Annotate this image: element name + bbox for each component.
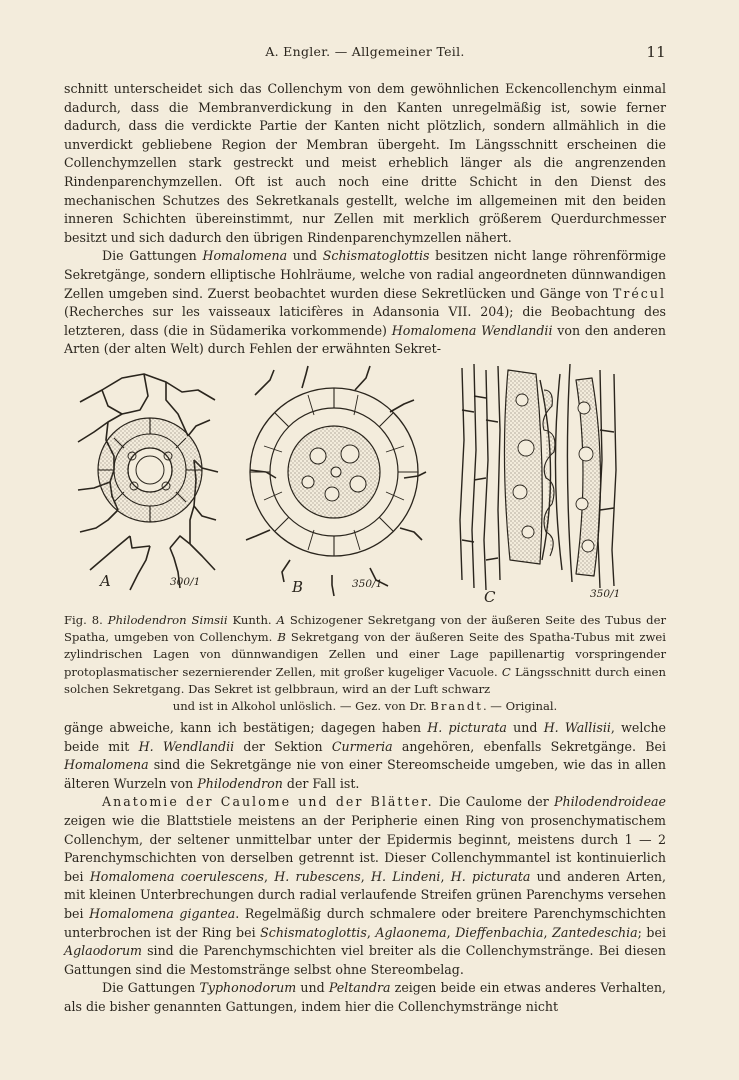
- taxon-name: Homalomena: [202, 248, 288, 264]
- taxon-name: Schismatoglottis: [322, 248, 430, 264]
- figure-label-a: A: [100, 572, 111, 590]
- author-name: Trécul: [612, 285, 666, 301]
- running-title: A. Engler. — Allgemeiner Teil.: [265, 44, 465, 59]
- panel-c-drawing: [460, 364, 616, 590]
- figure-caption: [64, 612, 666, 715]
- section-heading: Anatomie der Caulome und der Blätter.: [102, 794, 434, 810]
- figure-8: [70, 360, 670, 610]
- paragraph: schnitt unterscheidet sich das Collenchym von dem gewöhnlichen Eckencollenchym einmal dadurch, dass die Membranverdickung in den Kanten unregelmäßig ist, sowie ferner dadurch, dass die verdickte Partie der Kanten nicht plötzlich, sondern allmählich in die unverdickt gebliebene Region der Membran übergeht. Im Längsschnitt erscheinen die Collenchymzellen stark gestreckt und meist erheblich länger als die angrenzenden Rindenparenchymzellen. Oft ist auch noch eine dritte Schicht in den Dienst des mechanischen Schutzes des Sekretkanals gestellt, welche im allgemeinen mit den beiden inneren Schichten übereinstimmt, nur Zellen mit merklich größerem Querdurchmesser besitzt und sich dadurch den übrigen Rindenparenchymzellen nähert.: [64, 81, 666, 245]
- figure-label-c: C: [484, 588, 496, 606]
- figure-scale-b: 350/1: [352, 578, 383, 590]
- paragraph: Die Gattungen Typhonodorum und Peltandra zeigen beide ein etwas anderes Verhalten, als die bisher genannten Gattungen, indem hier die Collenchymstränge nicht: [64, 980, 666, 1014]
- figure-8-illustration: [70, 360, 670, 610]
- panel-a-drawing: [78, 374, 218, 590]
- running-head: [64, 44, 666, 66]
- taxon-name: Homalomena Wendlandii: [391, 322, 553, 338]
- text-block-top: [64, 80, 666, 359]
- paragraph: Anatomie der Caulome und der Blätter. Die Caulome der Philodendroideae zeigen wie die Blattstiele meistens an der Peripherie einen Ring von prosenchymatischem Collenchym, der seltener unmittelbar unter der Epidermis beginnt, meistens durch 1 — 2 Parenchymschichten von derselben getrennt ist. Dieser Collenchymmantel ist kontinuierlich bei Homalomena coerulescens, H. rubescens, H. Lindeni, H. picturata und anderen Arten, mit kleinen Unterbrechungen durch radial verlaufende Streifen grünen Parenchyms versehen bei Homalomena gigantea. Regelmäßig durch schmalere oder breitere Parenchymschichten unterbrochen ist der Ring bei Schismatoglottis, Aglaonema, Dieffenbachia, Zantedeschia; bei Aglaodorum sind die Parenchymschichten viel breiter als die Collenchymstränge. Bei diesen Gattungen sind die Mestomstränge selbst ohne Stereombelag.: [64, 794, 667, 977]
- figure-scale-c: 350/1: [590, 588, 621, 600]
- text-block-bottom: [64, 719, 666, 1017]
- figure-scale-a: 300/1: [170, 576, 201, 588]
- caption-body: Fig. 8. Philodendron Simsii Kunth. A Schizogener Sekretgang von der äußeren Seite des Tubus der Spatha, umgeben von Collenchym. B Sekretgang von der äußeren Seite des Spatha-Tubus mit zwei zylindrischen Lagen von dünnwandigen Zellen und einer Lage papillenartig vorspringender protoplasmatischer sezernierender Zellen, mit großer kugeliger Vacuole. C Längsschnitt durch einen solchen Sekretgang. Das Sekret ist gelbbraun, wird an der Luft schwarz: [64, 613, 666, 696]
- caption-credit: und ist in Alkohol unlöslich. — Gez. von Dr. Brandt. — Original.: [172, 699, 558, 714]
- paragraph: Die Gattungen Homalomena und Schismatoglottis besitzen nicht lange röhrenförmige Sekretgänge, sondern elliptische Hohlräume, welche von radial angeordneten dünnwandigen Zellen umgeben sind. Zuerst beobachtet wurden diese Sekretlücken und Gänge von Trécul (Recherches sur les vaisseaux laticifères in Adansonia VII. 204); die Beobachtung des letzteren, dass (die in Südamerika vorkommende) Homalomena Wendlandii von den anderen Arten (der alten Welt) durch Fehlen der erwähnten Sekret-: [64, 248, 667, 357]
- caption-species: Philodendron Simsii: [107, 613, 228, 627]
- panel-b-drawing: [246, 366, 426, 596]
- page-number: 11: [646, 43, 666, 61]
- figure-label-b: B: [292, 578, 304, 596]
- paragraph: gänge abweiche, kann ich bestätigen; dagegen haben H. picturata und H. Wallisii, welche beide mit H. Wendlandii der Sektion Curmeria angehören, ebenfalls Sekretgänge. Bei Homalomena sind die Sekretgänge nie von einer Stereomscheide umgeben, wie das in allen älteren Wurzeln von Philodendron der Fall ist.: [64, 720, 667, 791]
